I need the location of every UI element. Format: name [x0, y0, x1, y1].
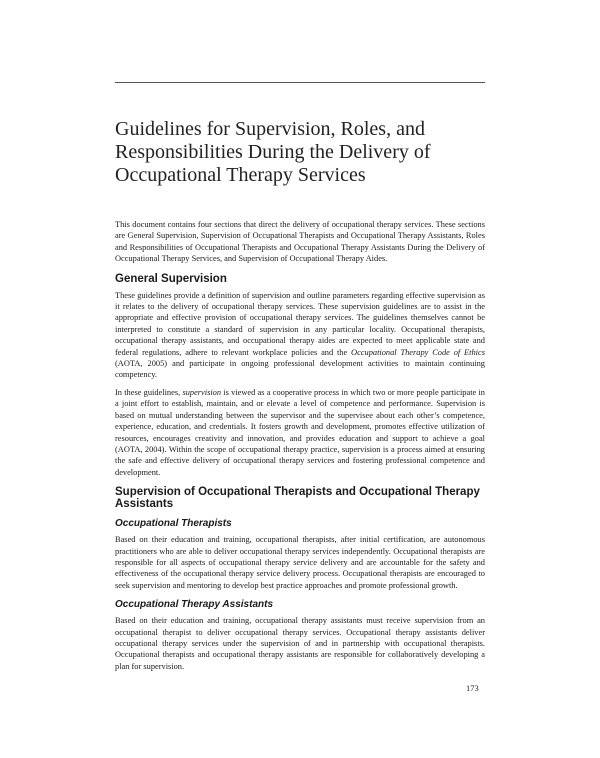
- ota-subheading: Occupational Therapy Assistants: [115, 599, 274, 611]
- ot-paragraph: Based on their education and training, occupational therapists, after initial certification, are autonomous practitioners who are able to deliver occupational therapy services independently. Occupational therapists are responsible for all aspects of occupational therapy service delivery and are accountable for the safety and effectiveness of the occupational therapy service delivery process. Occupational therapists are encouraged to seek supervision and mentoring to develop best practice approaches and promote professional growth.: [115, 535, 485, 590]
- title-line: Guidelines for Supervision, Roles, and: [115, 118, 425, 140]
- general-supervision-paragraph-1: These guidelines provide a definition of supervision and outline parameters regarding effective supervision as it relates to the delivery of occupational therapy services. These supervision guidelines are to assist in the appropriate and effective provision of occupational therapy services. The guidelines themselves cannot be interpreted to constitute a standard of supervision in any particular locality. Occupational therapists, occupational therapy assistants, and occupational therapy aides are expected to meet applicable state and federal regulations, adhere to relevant workplace policies and the Occupational Therapy Code of Ethics (AOTA, 2005) and participate in ongoing professional development activities to maintain continuing competency.: [115, 290, 485, 380]
- title-line: Responsibilities During the Delivery of: [115, 141, 431, 163]
- general-supervision-heading: General Supervision: [115, 272, 227, 285]
- supervision-section-heading: Supervision of Occupational Therapists and Occupational Therapy Assistants: [115, 486, 480, 511]
- ota-paragraph: Based on their education and training, occupational therapy assistants must receive supervision from an occupational therapist to deliver occupational therapy services. Occupational therapy assistants deliver occupational therapy services under the supervision of and in partnership with occupational therapists. Occupational therapists and occupational therapy assistants are responsible for collaboratively developing a plan for supervision.: [115, 616, 485, 671]
- top-rule: [115, 82, 485, 83]
- page-number: 173: [466, 683, 479, 693]
- general-supervision-paragraph-2: In these guidelines, supervision is viewed as a cooperative process in which two or more people participate in a joint effort to establish, maintain, and or elevate a level of competence and performance. Supervision is based on mutual understanding between the supervisor and the supervisee about each other’s competence, experience, education, and credentials. It fosters growth and development, promotes effective utilization of resources, encourages creativity and innovation, and provides education and support to achieve a goal (AOTA, 2004). Within the scope of occupational therapy practice, supervision is a process aimed at ensuring the safe and effective delivery of occupational therapy services and fostering professional competence and development.: [115, 387, 485, 477]
- document-title: [115, 118, 495, 187]
- title-line: Occupational Therapy Services: [115, 164, 366, 186]
- document-body: [115, 219, 485, 678]
- intro-paragraph: This document contains four sections that direct the delivery of occupational therapy services. These sections are General Supervision, Supervision of Occupational Therapists and Occupational Therapy Assistants, Roles and Responsibilities of Occupational Therapists and Occupational Therapy Assistants During the Delivery of Occupational Therapy Services, and Supervision of Occupational Therapy Aides.: [115, 220, 485, 264]
- ot-subheading: Occupational Therapists: [115, 518, 232, 530]
